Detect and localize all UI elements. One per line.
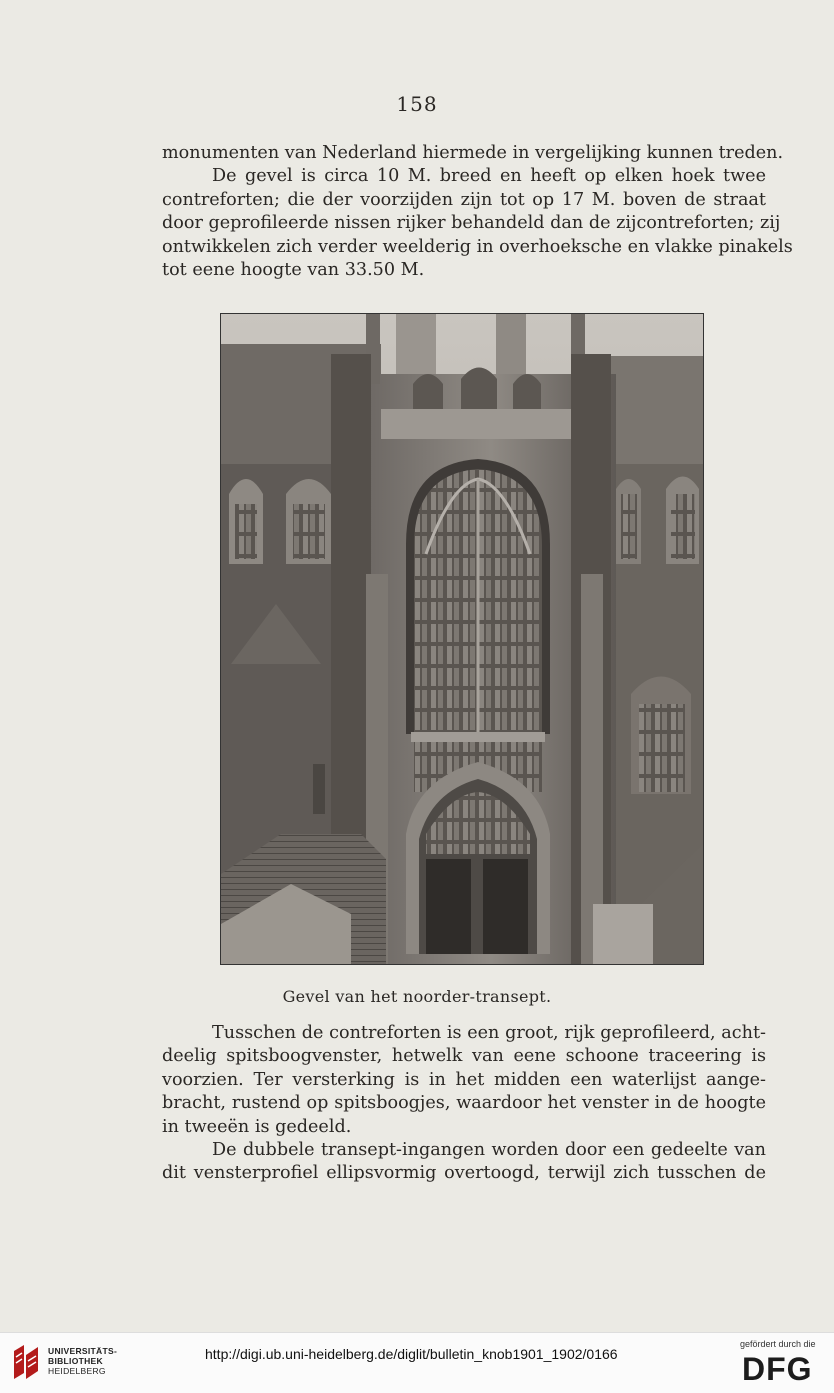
figure-caption: Gevel van het noorder-transept.	[282, 987, 552, 1006]
text-line: tot eene hoogte van 33.50 M.	[162, 259, 425, 280]
text-line: contreforten; die der voorzijden zijn tot op 17 M. boven de straat	[162, 189, 766, 210]
institution-line: HEIDELBERG	[48, 1366, 106, 1376]
library-logo-icon	[10, 1343, 42, 1383]
dfg-logo: DFG	[742, 1351, 813, 1387]
institution-name	[48, 1346, 117, 1376]
page-number: 158	[396, 92, 438, 116]
text-line: bracht, rustend op spitsboogjes, waardoor het venster in de hoogte	[162, 1093, 766, 1114]
cathedral-photograph	[220, 313, 704, 965]
text-line: dit vensterprofiel ellipsvormig overtoogd, terwijl zich tusschen de	[162, 1163, 766, 1184]
text-line: in tweeën is gedeeld.	[162, 1116, 352, 1137]
funding-note: gefördert durch die	[740, 1339, 816, 1349]
source-url-link[interactable]: http://digi.ub.uni-heidelberg.de/diglit/bulletin_knob1901_1902/0166	[205, 1346, 618, 1362]
text-line: Tusschen de contreforten is een groot, rijk geprofileerd, acht-	[212, 1023, 766, 1043]
paragraph-1	[162, 142, 793, 282]
text-line: De dubbele transept-ingangen worden door een gedeelte van	[212, 1139, 766, 1160]
paragraph-2	[162, 1022, 766, 1186]
library-footer	[0, 1332, 834, 1393]
text-line: door geprofileerde nissen rijker behandeld dan de zijcontreforten; zij	[162, 213, 781, 234]
text-line: De gevel is circa 10 M. breed en heeft op elken hoek twee	[212, 166, 766, 187]
text-line: deelig spitsboogvenster, hetwelk van eene schoone traceering is	[162, 1046, 766, 1067]
institution-line: UNIVERSITÄTS-	[48, 1346, 118, 1356]
institution-line: BIBLIOTHEK	[48, 1356, 103, 1366]
text-line: monumenten van Nederland hiermede in vergelijking kunnen treden.	[162, 143, 784, 163]
text-line: ontwikkelen zich verder weelderig in overhoeksche en vlakke pinakels	[162, 236, 793, 257]
photo-illustration	[221, 314, 703, 964]
text-line: voorzien. Ter versterking is in het midden een waterlijst aange-	[162, 1069, 766, 1090]
